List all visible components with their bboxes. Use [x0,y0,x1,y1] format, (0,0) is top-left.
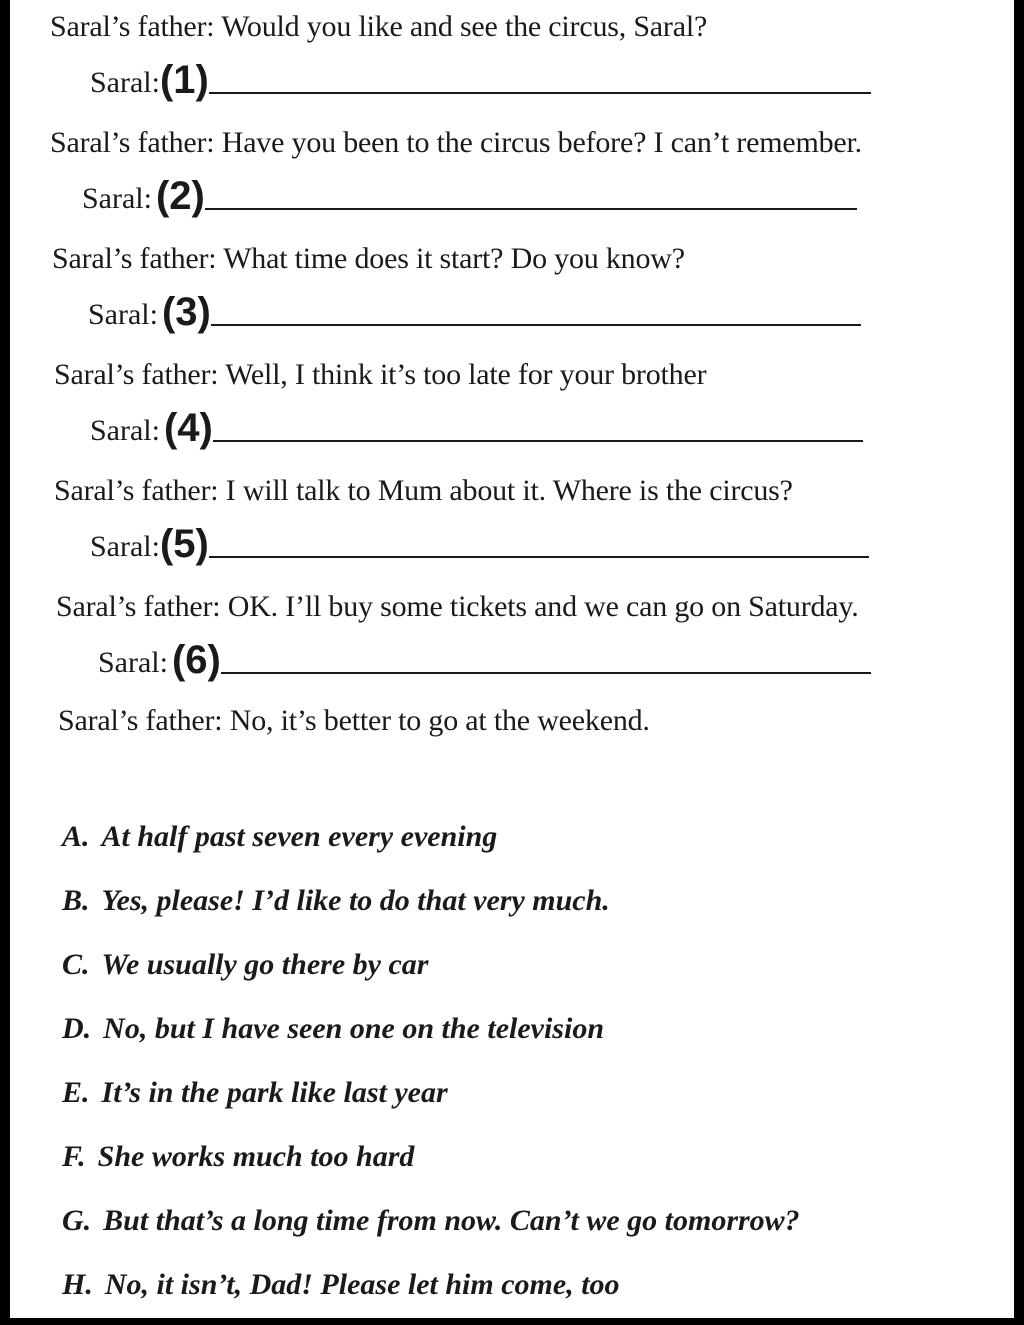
blank-number: (6) [171,638,221,682]
answer-blank-4[interactable] [213,439,863,442]
answer-row-3 [88,292,861,332]
answer-blank-1[interactable] [209,91,871,94]
blank-number: (1) [159,58,209,102]
speaker-label: Saral: [90,530,160,563]
father-line-4: Saral’s father: Well, I think it’s too late for your brother [54,358,707,391]
option-d: D. No, but I have seen one on the television [62,1012,605,1045]
answer-row-4 [90,408,863,448]
father-line-6: Saral’s father: OK. I’ll buy some tickets and we can go on Saturday. [56,590,859,623]
speaker-label: Saral: [90,414,160,447]
speaker-label: Saral: [98,646,168,679]
answer-row-1 [90,60,871,100]
father-line-5: Saral’s father: I will talk to Mum about it. Where is the circus? [54,474,793,507]
worksheet [10,0,1014,1318]
option-c: C. We usually go there by car [62,948,429,981]
option-b: B. Yes, please! I’d like to do that very much. [62,884,610,917]
speaker-label: Saral: [82,182,152,215]
option-h: H. No, it isn’t, Dad! Please let him come, too [62,1268,620,1301]
blank-number: (2) [155,174,205,218]
option-g: G. But that’s a long time from now. Can’t we go tomorrow? [62,1204,800,1237]
blank-number: (5) [159,522,209,566]
answer-blank-2[interactable] [205,207,857,210]
speaker-label: Saral: [88,298,158,331]
answer-blank-5[interactable] [209,555,869,558]
father-line-7: Saral’s father: No, it’s better to go at the weekend. [58,704,650,737]
option-f: F. She works much too hard [62,1140,415,1173]
answer-row-2 [82,176,857,216]
answer-row-5 [90,524,869,564]
father-line-1: Saral’s father: Would you like and see the circus, Saral? [50,10,708,43]
father-line-3: Saral’s father: What time does it start? Do you know? [52,242,685,275]
blank-number: (4) [163,406,213,450]
answer-blank-6[interactable] [221,671,871,674]
option-e: E. It’s in the park like last year [62,1076,448,1109]
option-a: A. At half past seven every evening [62,820,498,853]
blank-number: (3) [161,290,211,334]
answer-blank-3[interactable] [211,323,861,326]
answer-row-6 [98,640,871,680]
father-line-2: Saral’s father: Have you been to the circus before? I can’t remember. [50,126,862,159]
speaker-label: Saral: [90,66,160,99]
